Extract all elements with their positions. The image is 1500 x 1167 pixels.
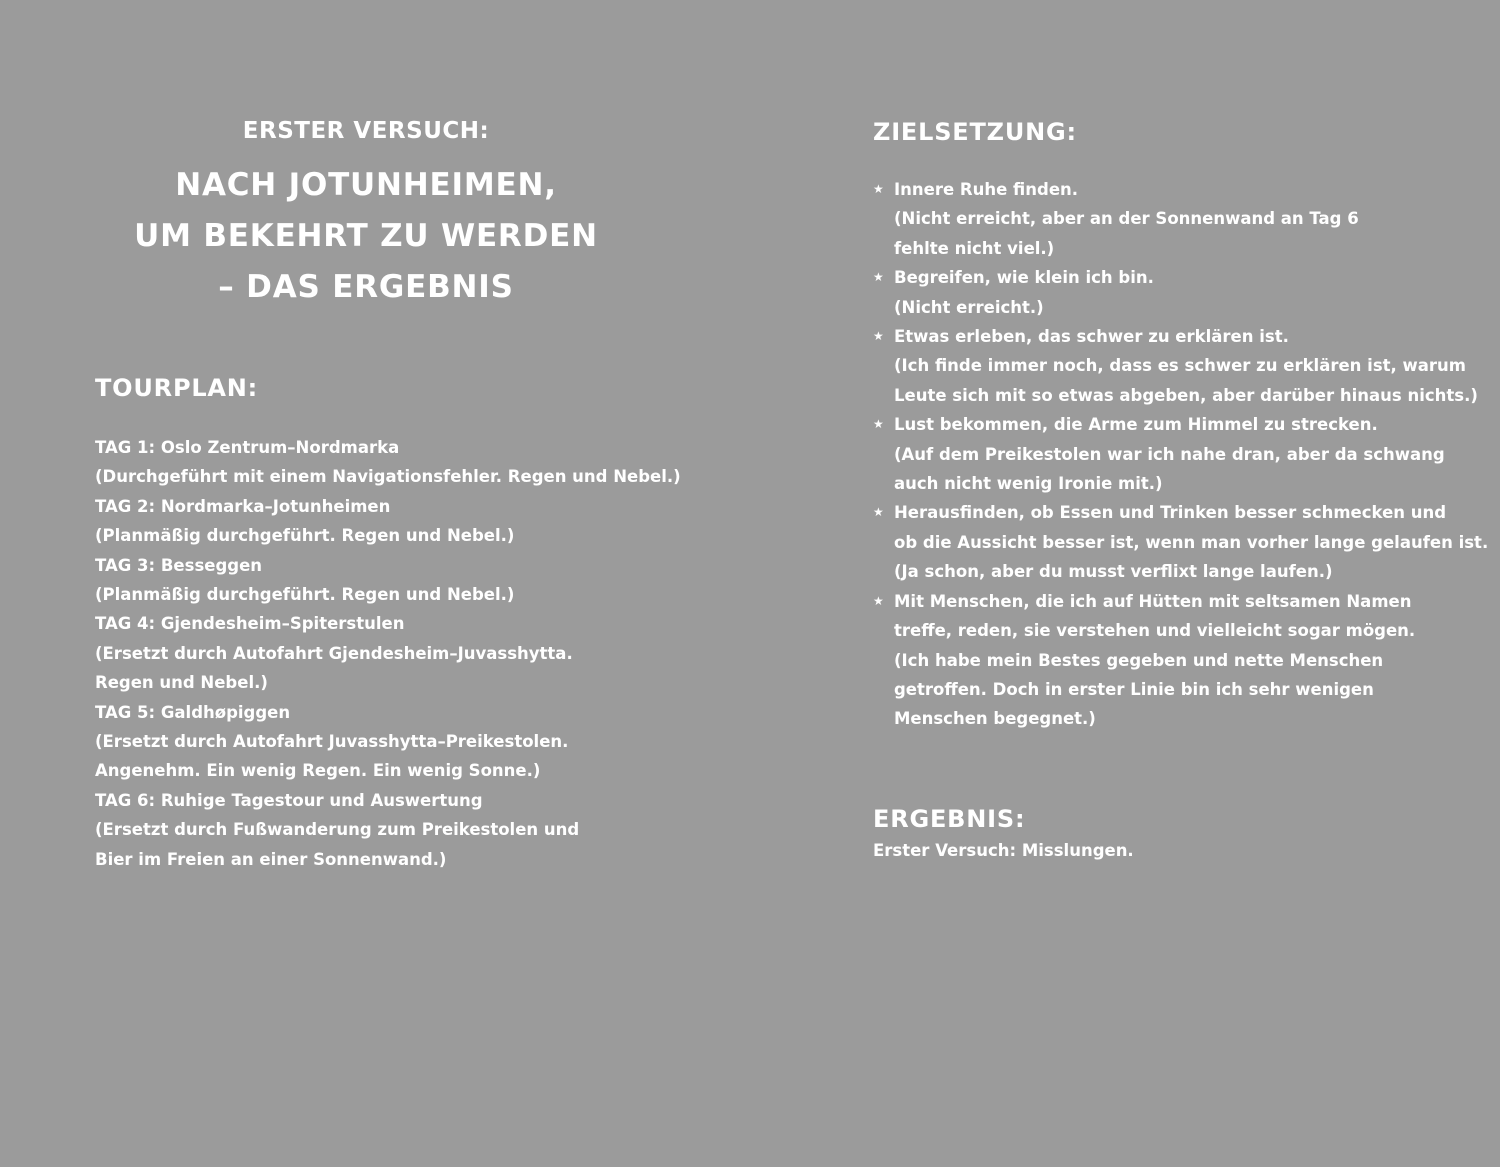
goal-line: (Ja schon, aber du musst verflixt lange laufen.) — [894, 562, 1333, 582]
goal-line: (Ich habe mein Bestes gegeben und nette Menschen — [894, 650, 1384, 670]
tour-line: TAG 5: Galdhøpiggen — [95, 702, 291, 722]
result-text: Erster Versuch: Misslungen. — [873, 841, 1134, 860]
goal-line: fehlte nicht viel.) — [894, 238, 1055, 258]
goal-line: Innere Ruhe finden. — [894, 180, 1079, 199]
goal-item — [873, 410, 1488, 498]
tour-line: TAG 2: Nordmarka–Jotunheimen — [95, 496, 391, 516]
tour-line: TAG 4: Gjendesheim–Spiterstulen — [95, 614, 405, 634]
star-bullet-icon: ★ — [873, 505, 884, 520]
goal-line: (Auf dem Preikestolen war ich nahe dran, aber da schwang — [894, 444, 1445, 464]
goal-line: (Nicht erreicht.) — [894, 297, 1044, 317]
chapter-title — [0, 116, 732, 313]
goal-item — [873, 263, 1488, 322]
goal-item — [873, 175, 1488, 263]
tour-line: Regen und Nebel.) — [95, 673, 268, 693]
tour-line: TAG 3: Besseggen — [95, 555, 263, 575]
goal-item — [873, 498, 1488, 586]
goal-line: (Ich finde immer noch, dass es schwer zu erklären ist, warum — [894, 356, 1466, 376]
tour-line: (Durchgeführt mit einem Navigationsfehler. Regen und Nebel.) — [95, 467, 681, 487]
goal-line: (Nicht erreicht, aber an der Sonnenwand an Tag 6 — [894, 209, 1359, 229]
tour-line: Bier im Freien an einer Sonnenwand.) — [95, 849, 447, 869]
title-line: UM BEKEHRT ZU WERDEN — [134, 218, 598, 254]
star-bullet-icon: ★ — [873, 329, 884, 344]
goal-line: Leute sich mit so etwas abgeben, aber darüber hinaus nichts.) — [894, 385, 1478, 405]
goal-line: treffe, reden, sie verstehen und vielleicht sogar mögen. — [894, 621, 1416, 641]
star-bullet-icon: ★ — [873, 417, 884, 432]
title-main — [0, 160, 732, 313]
result-heading: ERGEBNIS: — [873, 805, 1026, 833]
goal-line: getroffen. Doch in erster Linie bin ich sehr wenigen — [894, 679, 1374, 699]
tour-line: TAG 6: Ruhige Tagestour und Auswertung — [95, 790, 483, 810]
goals-list — [873, 175, 1488, 734]
title-subheading: ERSTER VERSUCH: — [242, 118, 490, 144]
tour-line: (Ersetzt durch Fußwanderung zum Preikestolen und — [95, 820, 580, 840]
tour-line: (Planmäßig durchgeführt. Regen und Nebel.) — [95, 585, 515, 605]
tour-line: (Planmäßig durchgeführt. Regen und Nebel.) — [95, 526, 515, 546]
tour-line: TAG 1: Oslo Zentrum–Nordmarka — [95, 438, 400, 457]
goals-heading: ZIELSETZUNG: — [873, 118, 1077, 146]
goal-item — [873, 587, 1488, 734]
tour-line: (Ersetzt durch Autofahrt Gjendesheim–Juvasshytta. — [95, 643, 573, 663]
goal-line: auch nicht wenig Ironie mit.) — [894, 474, 1163, 494]
title-line: – DAS ERGEBNIS — [218, 269, 514, 305]
goal-line: Herausfinden, ob Essen und Trinken besser schmecken und — [894, 503, 1447, 523]
goal-line: Begreifen, wie klein ich bin. — [894, 268, 1154, 288]
tourplan-list — [95, 433, 681, 874]
star-bullet-icon: ★ — [873, 593, 884, 608]
tourplan-heading: TOURPLAN: — [95, 374, 259, 402]
goal-line: ob die Aussicht besser ist, wenn man vorher lange gelaufen ist. — [894, 532, 1489, 552]
goal-line: Lust bekommen, die Arme zum Himmel zu strecken. — [894, 415, 1378, 435]
star-bullet-icon: ★ — [873, 182, 884, 196]
goal-line: Menschen begegnet.) — [894, 709, 1096, 729]
star-bullet-icon: ★ — [873, 270, 884, 285]
tour-line: (Ersetzt durch Autofahrt Juvasshytta–Preikestolen. — [95, 732, 569, 752]
goal-item — [873, 322, 1488, 410]
title-line: NACH JOTUNHEIMEN, — [175, 167, 557, 203]
tour-line: Angenehm. Ein wenig Regen. Ein wenig Sonne.) — [95, 761, 541, 781]
goal-line: Etwas erleben, das schwer zu erklären ist. — [894, 327, 1289, 347]
goal-line: Mit Menschen, die ich auf Hütten mit seltsamen Namen — [894, 591, 1412, 611]
